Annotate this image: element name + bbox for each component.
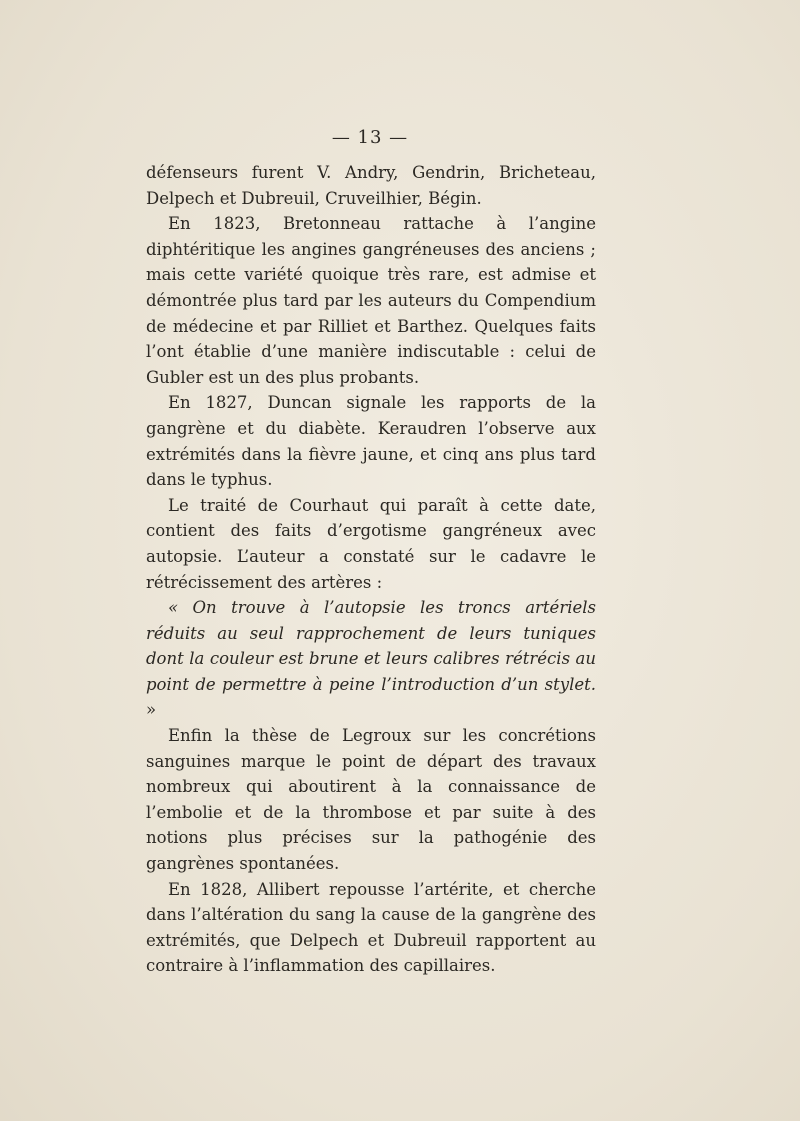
paragraph-2: En 1823, Bretonneau rattache à l’angine diphtéritique les angines gangréneuses des anciens ; mais cette variété quoique très rare, est admise et démontrée plus tard par les auteurs du Compendium de médecine et par Rilliet et Barthez. Quelques faits l’ont établie d’une manière indiscutable : celui de Gubler est un des plus probants. <box>146 214 596 387</box>
paragraph-3: En 1827, Duncan signale les rapports de la gangrène et du diabète. Keraudren l’observe aux extrémités dans la fièvre jaune, et cinq ans plus tard dans le typhus. <box>146 393 596 490</box>
quote-close: » <box>146 700 157 720</box>
quote-text: « On trouve à l’autopsie les troncs artériels réduits au seul rapprochement de leurs tuniques dont la couleur est brune et leurs calibres rétrécis au point de permettre à peine l’introduction d’un stylet. <box>146 598 596 694</box>
quote-paragraph <box>146 595 596 723</box>
body-text <box>146 160 596 979</box>
paragraph-5: Enfin la thèse de Legroux sur les concrétions sanguines marque le point de départ des travaux nombreux qui aboutirent à la connaissance de l’embolie et de la thrombose et par suite à des notions plus précises sur la pathogénie des gangrènes spontanées. <box>146 726 596 874</box>
page-number: — 13 — <box>331 127 409 148</box>
paragraph-6: En 1828, Allibert repousse l’artérite, et cherche dans l’altération du sang la cause de la gangrène des extrémités, que Delpech et Dubreuil rapportent au contraire à l’inflammation des capillaires. <box>146 879 596 976</box>
paragraph-1: défenseurs furent V. Andry, Gendrin, Bricheteau, Delpech et Dubreuil, Cruveilhier, Bégin. <box>146 163 596 208</box>
paragraph-4: Le traité de Courhaut qui paraît à cette date, contient des faits d’ergotisme gangréneux avec autopsie. L’auteur a constaté sur le cadavre le rétrécissement des artères : <box>146 495 596 592</box>
